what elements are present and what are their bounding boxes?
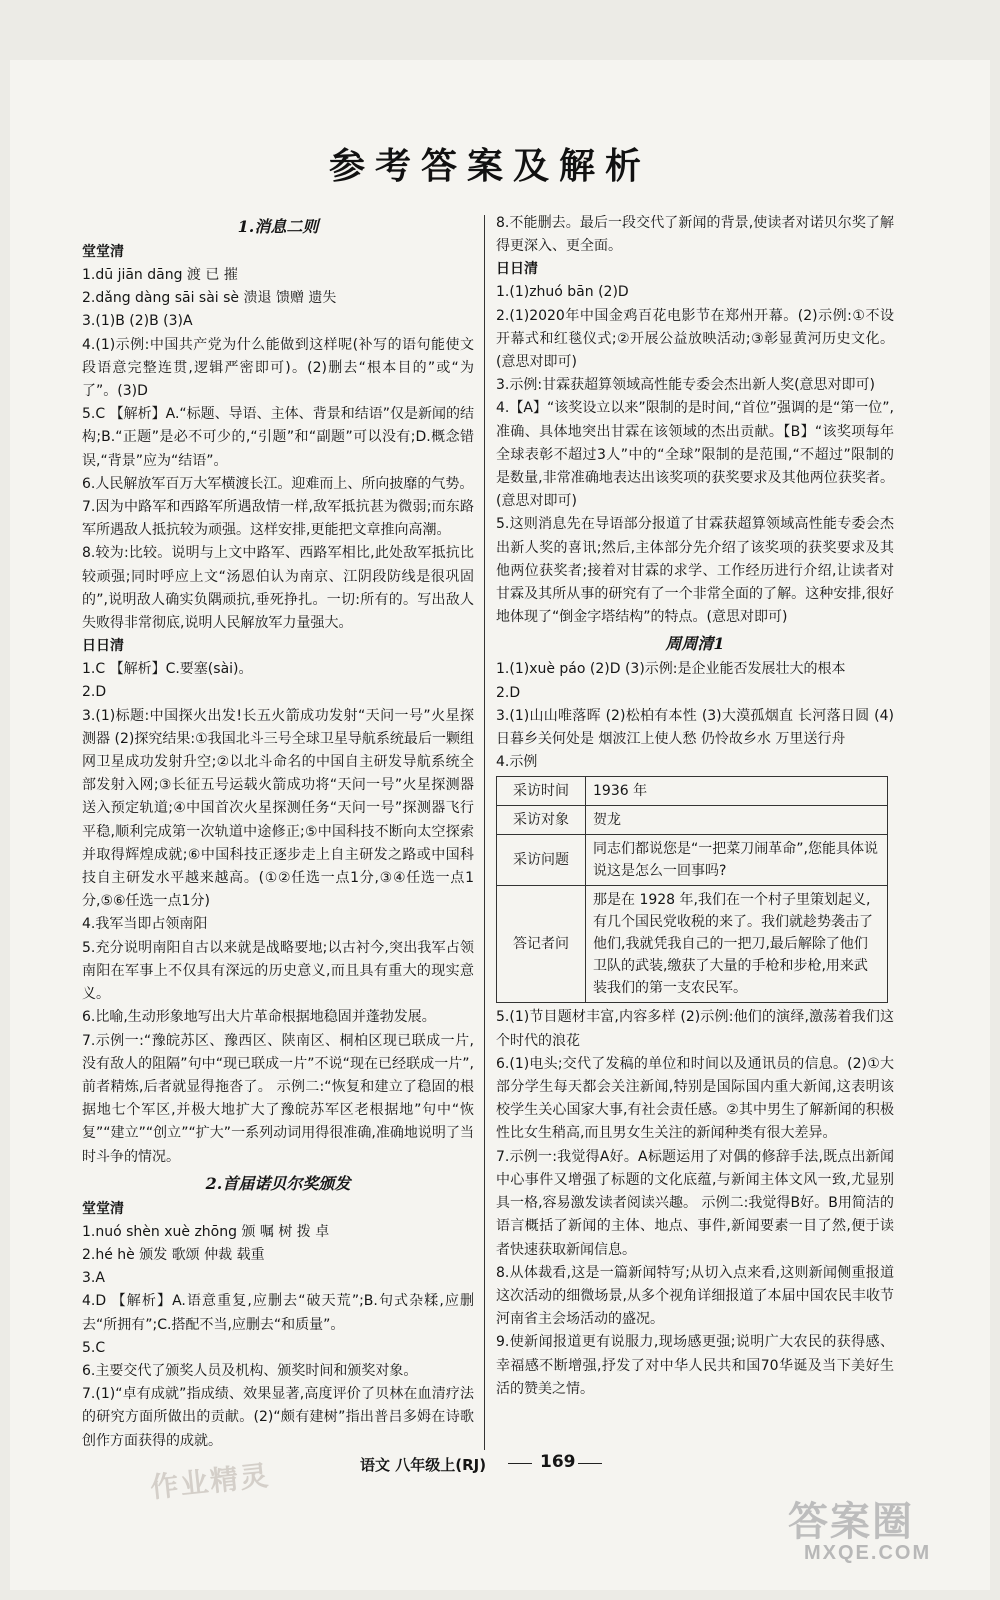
answer-list: [82, 264, 474, 635]
table-cell-value: 贺龙: [586, 806, 888, 835]
answer-item: 6.比喻,生动形象地写出大片革命根据地稳固并蓬勃发展。: [82, 1009, 436, 1026]
page-number: 169: [540, 1452, 576, 1472]
answer-item: 3.(1)标题:中国探火出发!长五火箭成功发射“天问一号”火星探测器 (2)探究结果:①我国北斗三号全球卫星导航系统最后一颗组网卫星成功发射升空;②以北斗命名的中国自主研发导航系统全部发射入网;③长征五号运载火箭成功将“天问一号”火星探测器送入预定轨道;④中国首次火星探测任务“天问一号”探测器飞行平稳,顺利完成第一次轨道中途修正;⑤中国科技不断向太空探索并取得辉煌成就;⑥中国科技正逐步走上自主研发之路或中国科技自主研发水平越来越高。(①②任选一点1分,③④任选一点1分,⑤⑥任选一点1分): [82, 707, 474, 910]
answer-item: 6.人民解放军百万大军横渡长江。迎难而上、所向披靡的气势。: [82, 475, 474, 492]
answer-item: 3.(1)山山唯落晖 (2)松柏有本性 (3)大漠孤烟直 长河落日圆 (4)日暮乡关何处是 烟波江上使人愁 仍怜故乡水 万里送行舟: [496, 707, 894, 748]
answer-item: 1.dū jiān dāng 渡 已 摧: [82, 267, 238, 283]
subsection-heading: 日日清: [82, 638, 124, 655]
answer-item: 2.hé hè 颁发 歌颂 仲裁 载重: [82, 1246, 265, 1263]
table-cell-key: 采访问题: [497, 835, 586, 886]
answer-item: 4.示例: [496, 754, 538, 771]
table-row: [497, 777, 888, 806]
answer-item: 1.C 【解析】C.要塞(sài)。: [82, 661, 253, 678]
subsection-heading: 堂堂清: [82, 244, 124, 260]
answer-item: 5.这则消息先在导语部分报道了甘霖获超算领域高性能专委会杰出新人奖的喜讯;然后,主体部分先介绍了该奖项的获奖要求及其他两位获奖者;接着对甘霖的求学、工作经历进行介绍,让读者对甘霖及其所从事的研究有了一个非常全面的了解。这种安排,很好地体现了“倒金字塔结构”的特点。(意思对即可): [496, 516, 894, 626]
answer-item: 6.主要交代了颁奖人员及机构、颁奖时间和颁奖对象。: [82, 1362, 418, 1379]
answer-item: 4.我军当即占领南阳: [82, 916, 208, 933]
answer-item: 8.较为:比较。说明与上文中路军、西路军相比,此处敌军抵抗比较顽强;同时呼应上文“汤恩伯认为南京、江阴段防线是很巩固的”,说明敌人确实负隅顽抗,垂死挣扎。一切:所有的。写出敌人失败得非常彻底,说明人民解放军力量强大。: [82, 545, 474, 632]
answer-item: 2.dǎng dàng sāi sài sè 溃退 馈赠 遗失: [82, 290, 337, 307]
table-row: [497, 806, 888, 835]
page-title: 参考答案及解析: [328, 145, 651, 187]
answer-item: 7.因为中路军和西路军所遇敌情一样,敌军抵抗甚为微弱;而东路军所遇敌人抵抗较为顽强。这样安排,更能把文章推向高潮。: [82, 499, 474, 539]
stamp-watermark: 作业精灵: [148, 1458, 272, 1505]
table-row: [497, 886, 888, 1003]
answer-item: 3.示例:甘霖获超算领域高性能专委会杰出新人奖(意思对即可): [496, 377, 875, 394]
column-divider: [484, 215, 485, 1450]
answer-item: 2.(1)2020年中国金鸡百花电影节在郑州开幕。(2)示例:①不设开幕式和红毯仪式;②开展公益放映活动;③彰显黄河历史文化。(意思对即可): [496, 307, 894, 371]
left-column: [82, 212, 474, 1453]
answer-item: 1.(1)zhuó bān (2)D: [496, 284, 629, 301]
watermark-url: MXQE.COM: [804, 1542, 932, 1564]
subsection-heading: 日日清: [496, 261, 538, 278]
answer-item: 2.D: [496, 684, 521, 701]
answer-item: 1.(1)xuè páo (2)D (3)示例:是企业能否发展壮大的根本: [496, 661, 846, 678]
answer-item: 3.A: [82, 1270, 105, 1287]
section-title: 周周清1: [665, 634, 725, 654]
footer-dash: [578, 1463, 602, 1464]
answer-list: [496, 281, 894, 629]
answer-item: 7.(1)“卓有成就”指成绩、效果显著,高度评价了贝林在血清疗法的研究方面所做出的贡献。(2)“颇有建树”指出普吕多姆在诗歌创作方面获得的成就。: [82, 1386, 474, 1449]
answer-item: 2.D: [82, 684, 107, 701]
section-title: 2.首届诺贝尔奖颁发: [205, 1173, 351, 1193]
table-row: [497, 835, 888, 886]
footer-subject: 语文 八年级上(RJ): [360, 1456, 487, 1474]
table-cell-key: 答记者问: [497, 886, 586, 1003]
answer-item: 6.(1)电头;交代了发稿的单位和时间以及通讯员的信息。(2)①大部分学生每天都会关注新闻,特别是国际国内重大新闻,这表明该校学生关心国家大事,有社会责任感。②其中男生了解新闻的积极性比女生稍高,而且男女生关注的新闻种类有很大差异。: [496, 1055, 894, 1142]
answer-item: 4.【A】“该奖设立以来”限制的是时间,“首位”强调的是“第一位”,准确、具体地突出甘霖在该领域的杰出贡献。【B】“该奖项每年全球表彰不超过3人”中的“全球”限制的是范围,“不超过”限制的是数量,非常准确地表达出该奖项的获奖要求及其他两位获奖者。(意思对即可): [496, 400, 894, 510]
footer-dash: [508, 1463, 532, 1464]
answer-item: 5.C 【解析】A.“标题、导语、主体、背景和结语”仅是新闻的结构;B.“正题”是必不可少的,“引题”和“副题”可以没有;D.概念错误,“背景”应为“结语”。: [82, 406, 474, 469]
answer-item: 4.(1)示例:中国共产党为什么能做到这样呢(补写的语句能使文段语意完整连贯,逻辑严密即可)。(2)删去“根本目的”或“为了”。(3)D: [82, 336, 474, 400]
subsection-heading: 堂堂清: [82, 1200, 124, 1217]
table-cell-value: 同志们都说您是“一把菜刀闹革命”,您能具体说说这是怎么一回事吗?: [586, 835, 888, 886]
answer-list: [496, 1006, 894, 1400]
right-column: [496, 212, 894, 1401]
answer-item: 3.(1)B (2)B (3)A: [82, 313, 193, 330]
section-title: 1.消息二则: [237, 217, 319, 236]
table-cell-value: 1936 年: [586, 777, 888, 806]
answer-list: [496, 658, 894, 774]
answer-list: [496, 212, 894, 258]
table-cell-value: 那是在 1928 年,我们在一个村子里策划起义,有几个国民党收税的来了。我们就趁势袭击了他们,我就凭我自己的一把刀,最后解除了他们卫队的武装,缴获了大量的手枪和步枪,用来武装我们的第一支农民军。: [586, 886, 888, 1003]
site-watermark: [788, 1490, 948, 1570]
answer-list: [82, 658, 474, 1168]
answer-item: 8.从体裁看,这是一篇新闻特写;从切入点来看,这则新闻侧重报道这次活动的细微场景,从多个视角详细报道了本届中国农民丰收节河南省主会场活动的盛况。: [496, 1264, 894, 1328]
table-cell-key: 采访对象: [497, 806, 586, 835]
answer-item: 5.(1)节目题材丰富,内容多样 (2)示例:他们的演绎,激荡着我们这个时代的浪花: [496, 1009, 894, 1049]
answer-item: 5.C: [82, 1339, 106, 1356]
answer-item: 9.使新闻报道更有说服力,现场感更强;说明广大农民的获得感、幸福感不断增强,抒发了对中华人民共和国70华诞及当下美好生活的赞美之情。: [496, 1334, 894, 1397]
watermark-logo-text: 答案圈: [788, 1499, 914, 1545]
answer-item: 5.充分说明南阳自古以来就是战略要地;以古衬今,突出我军占领南阳在军事上不仅具有深远的历史意义,而且具有重大的现实意义。: [82, 939, 474, 1003]
answer-item: 7.示例一:我觉得A好。A标题运用了对偶的修辞手法,既点出新闻中心事件又增强了标题的文化底蕴,与新闻主体文风一致,尤显别具一格,容易激发读者阅读兴趣。 示例二:我觉得B好。B用简洁的语言概括了新闻的主体、地点、事件,新闻要素一目了然,便于读者快速获取新闻信息。: [496, 1148, 894, 1258]
interview-table: [496, 776, 888, 1003]
answer-item: 7.示例一:“豫皖苏区、豫西区、陕南区、桐柏区现已联成一片,没有敌人的阻隔”句中“现已联成一片”不说“现在已经联成一片”,前者精炼,后者就显得拖沓了。 示例二:“恢复和建立了稳固的根据地七个军区,并极大地扩大了豫皖苏军区老根据地”句中“恢复”“建立”“创立”“扩大”一系列动词用得很准确,准确地说明了当时斗争的情况。: [82, 1032, 474, 1165]
answer-item: 8.不能删去。最后一段交代了新闻的背景,使读者对诺贝尔奖了解得更深入、更全面。: [496, 215, 894, 255]
answer-item: 1.nuó shèn xuè zhōng 颁 嘱 树 拨 卓: [82, 1223, 330, 1240]
table-cell-key: 采访时间: [497, 777, 586, 806]
answer-list: [82, 1221, 474, 1453]
answer-item: 4.D 【解析】A.语意重复,应删去“破天荒”;B.句式杂糅,应删去“所拥有”;C.搭配不当,应删去“和质量”。: [82, 1293, 474, 1333]
